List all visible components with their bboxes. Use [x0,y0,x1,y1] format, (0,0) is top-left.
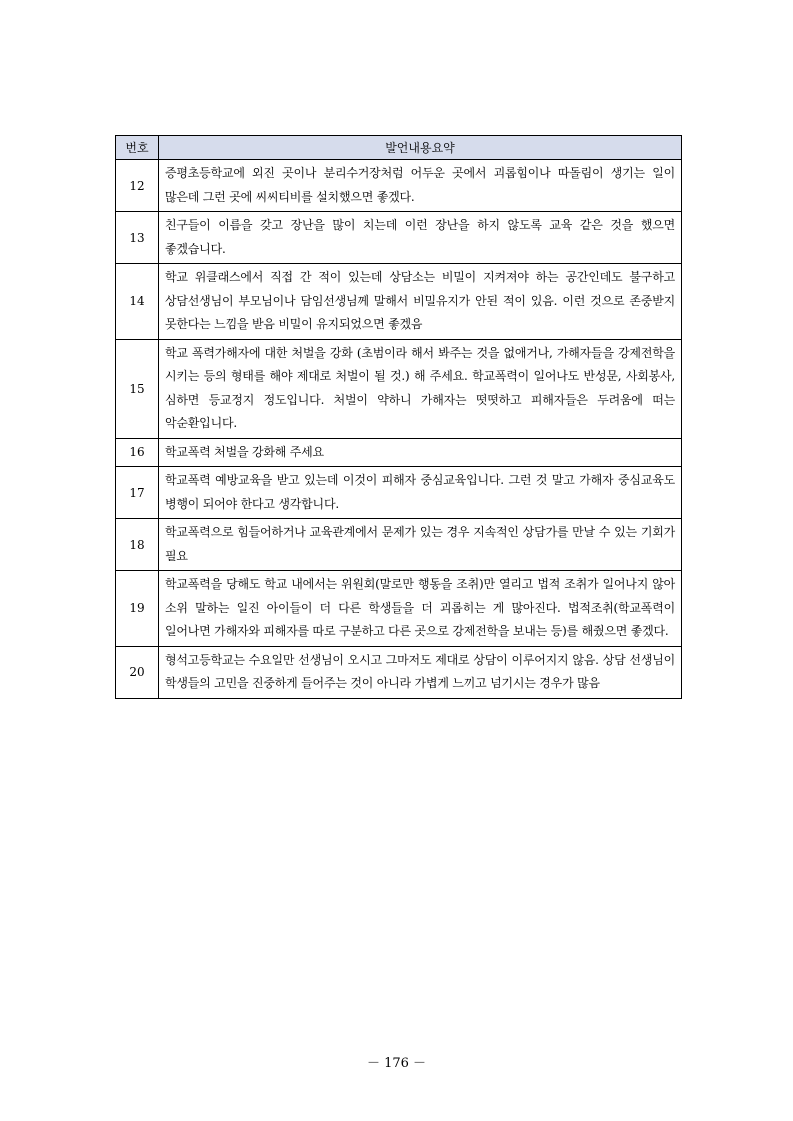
row-number: 19 [116,571,159,647]
row-text: 친구들이 이름을 갖고 장난을 많이 치는데 이런 장난을 하지 않도록 교육 같은 것을 했으면 좋겠습니다. [159,212,682,264]
table-row [116,339,682,438]
header-number: 번호 [116,136,159,160]
row-number: 20 [116,646,159,698]
row-number: 12 [116,160,159,212]
row-number: 17 [116,467,159,519]
table-row [116,571,682,647]
row-text: 학교폭력 처벌을 강화해 주세요 [159,438,682,467]
row-number: 18 [116,519,159,571]
row-text: 학교 위클래스에서 직접 간 적이 있는데 상담소는 비밀이 지켜져야 하는 공간인데도 불구하고 상담선생님이 부모님이나 담임선생님께 말해서 비밀유지가 안된 적이 있음. 이런 것으로 존중받지 못한다는 느낌을 받음 비밀이 유지되었으면 좋겠음 [159,264,682,340]
table-row [116,160,682,212]
table-row [116,212,682,264]
row-text: 학교폭력을 당해도 학교 내에서는 위원회(말로만 행동을 조취)만 열리고 법적 조취가 일어나지 않아 소위 말하는 일진 아이들이 더 다른 학생들을 더 괴롭히는 게 많아진다. 법적조취(학교폭력이 일어나면 가해자와 피해자를 따로 구분하고 다른 곳으로 강제전학을 보내는 등)를 해줬으면 좋겠다. [159,571,682,647]
table-row [116,264,682,340]
row-text: 증평초등학교에 외진 곳이나 분리수거장처럼 어두운 곳에서 괴롭힘이나 따돌림이 생기는 일이 많은데 그런 곳에 씨씨티비를 설치했으면 좋겠다. [159,160,682,212]
row-text: 형석고등학교는 수요일만 선생님이 오시고 그마저도 제대로 상담이 이루어지지 않음. 상담 선생님이 학생들의 고민을 진중하게 들어주는 것이 아니라 가볍게 느끼고 넘기시는 경우가 많음 [159,646,682,698]
row-number: 16 [116,438,159,467]
header-summary: 발언내용요약 [159,136,682,160]
row-number: 14 [116,264,159,340]
row-text: 학교 폭력가해자에 대한 처벌을 강화 (초범이라 해서 봐주는 것을 없애거나, 가해자들을 강제전학을 시키는 등의 형태를 해야 제대로 처벌이 될 것.) 해 주세요. 학교폭력이 일어나도 반성문, 사회봉사, 심하면 등교정지 정도입니다. 처벌이 약하니 가해자는 떳떳하고 피해자들은 두려움에 떠는 악순환입니다. [159,339,682,438]
table-row [116,519,682,571]
table-row [116,646,682,698]
page-number: － 176 － [366,1056,427,1071]
row-number: 13 [116,212,159,264]
row-text: 학교폭력으로 힘들어하거나 교육관계에서 문제가 있는 경우 지속적인 상담가를 만날 수 있는 기회가 필요 [159,519,682,571]
table-header-row [116,136,682,160]
row-number: 15 [116,339,159,438]
table-row [116,467,682,519]
table-row [116,438,682,467]
row-text: 학교폭력 예방교육을 받고 있는데 이것이 피해자 중심교육입니다. 그런 것 말고 가해자 중심교육도 병행이 되어야 한다고 생각합니다. [159,467,682,519]
opinion-summary-table [115,135,682,699]
